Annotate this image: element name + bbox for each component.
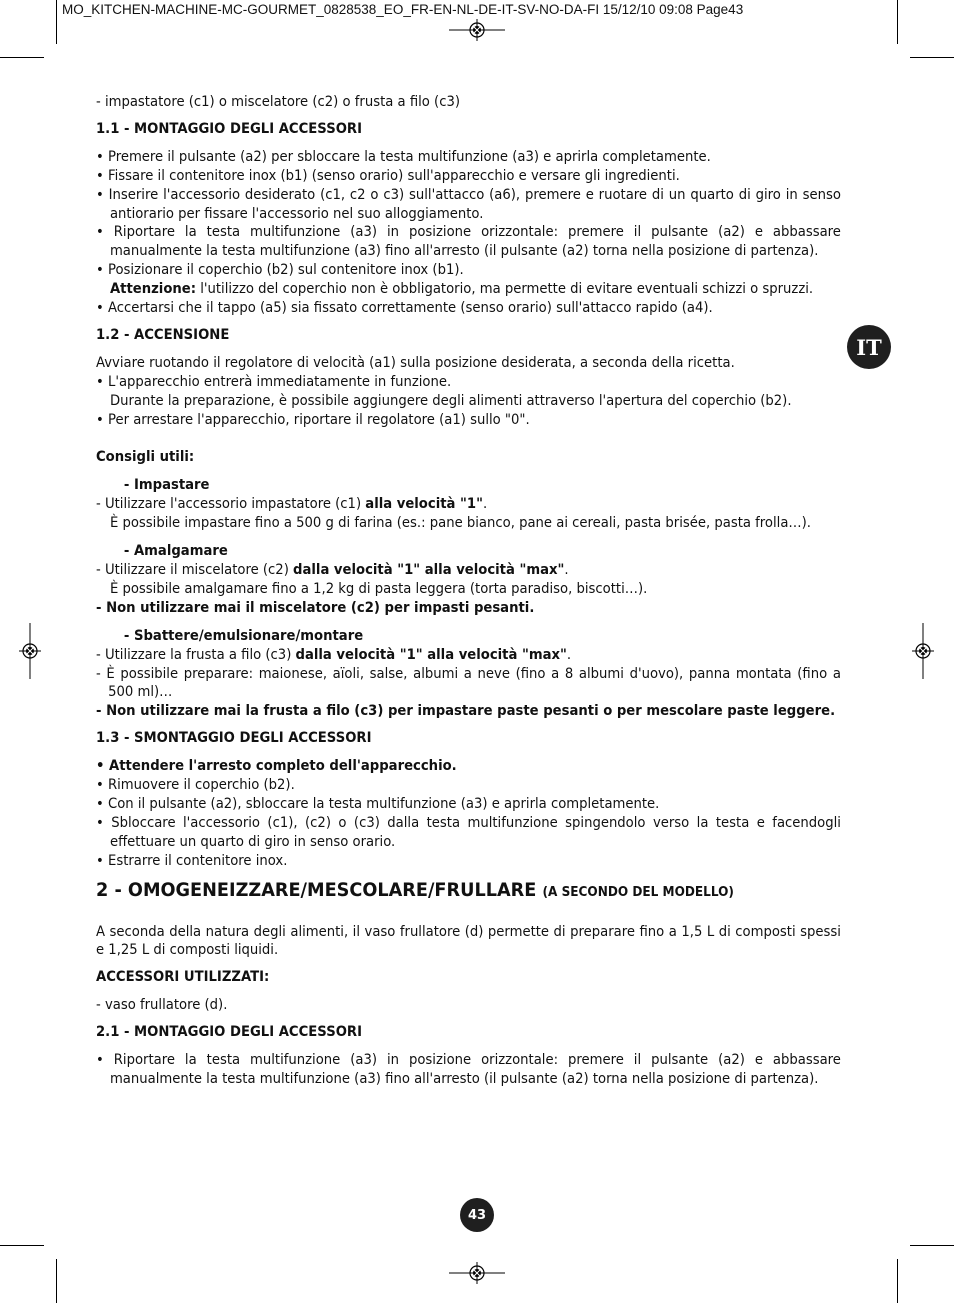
crop-mark [0,57,44,58]
crop-mark [56,0,57,44]
list-item: • Sbloccare l'accessorio (c1), (c2) o (c3) dalla testa multifunzione spingendolo verso la testa e facendogli effettuare un quarto di giro in senso orario. [96,814,841,850]
tip-text: . [482,496,488,513]
section-title: 1.1 - MONTAGGIO DEGLI ACCESSORI [96,120,362,137]
registration-mark-icon [912,623,934,679]
tip-warning: - Non utilizzare mai il miscelatore (c2) per impasti pesanti. [96,599,535,616]
tip-text: - Utilizzare il miscelatore (c2) [96,562,294,579]
list-item: • Premere il pulsante (a2) per sbloccare la testa multifunzione (a3) e aprirla completamente. [96,148,711,165]
crop-mark [910,57,954,58]
crop-mark [0,1245,44,1246]
section-title: 2.1 - MONTAGGIO DEGLI ACCESSORI [96,1024,362,1041]
tip-line: - È possibile preparare: maionese, aïoli, salse, albumi a neve (fino a 8 albumi d'uovo), panna montata (fino a 500 ml)… [96,665,841,701]
tip-text: - Utilizzare l'accessorio impastatore (c1) [96,496,366,513]
list-item: • Inserire l'accessorio desiderato (c1, c2 o c3) sull'attacco (a6), premere e ruotare di un quarto di giro in senso antiorario per fissare l'accessorio nel suo alloggiamento. [96,186,841,222]
tip-line: È possibile impastare fino a 500 g di farina (es.: pane bianco, pane ai cereali, pasta brisée, pasta frolla…). [109,515,811,532]
list-item: • Riportare la testa multifunzione (a3) in posizione orizzontale: premere il pulsante (a2) e abbassare manualmente la testa multifunzione (a3) fino all'arresto (il pulsante (a2) torna nella posizione di partenza). [96,224,841,260]
section-title: 1.3 - SMONTAGGIO DEGLI ACCESSORI [96,730,372,747]
tip-line [96,561,841,580]
tip-line [96,495,841,514]
registration-mark-icon [449,19,505,41]
registration-mark-icon [19,623,41,679]
intro-line: - impastatore (c1) o miscelatore (c2) o frusta a filo (c3) [96,94,461,110]
tip-warning: - Non utilizzare mai la frusta a filo (c3) per impastare paste pesanti o per mescolare paste leggere. [96,703,836,720]
page-content [96,93,841,1089]
paragraph: A seconda della natura degli alimenti, il vaso frullatore (d) permette di preparare fino a 1,5 L di composti spessi e 1,25 L di composti liquidi. [96,923,841,959]
tip-subtitle: - Sbattere/emulsionare/montare [123,627,364,644]
print-header: MO_KITCHEN-MACHINE-MC-GOURMET_0828538_EO_FR-EN-NL-DE-IT-SV-NO-DA-FI 15/12/10 09:08 Page43 [62,2,744,17]
crop-mark [897,0,898,44]
attention-text: l'utilizzo del coperchio non è obbligatorio, ma permette di evitare eventuali schizzi o spruzzi. [196,281,814,298]
list-item: • Per arrestare l'apparecchio, riportare il regolatore (a1) sullo "0". [96,411,530,428]
language-badge: IT [847,325,891,369]
paragraph: Avviare ruotando il regolatore di velocità (a1) sulla posizione desiderata, a seconda della ricetta. [96,354,735,371]
registration-mark-icon [449,1262,505,1284]
tip-emphasis: alla velocità "1" [365,496,483,513]
list-item: • Riportare la testa multifunzione (a3) in posizione orizzontale: premere il pulsante (a2) e abbassare manualmente la testa multifunzione (a3) fino all'arresto (il pulsante (a2) torna nella posizione di partenza). [96,1052,841,1087]
section-title: 1.2 - ACCENSIONE [96,326,230,343]
tip-text: . [564,562,569,579]
list-item: • L'apparecchio entrerà immediatamente in funzione. [96,373,452,390]
tips-title: Consigli utili: [96,448,195,465]
tip-line [96,646,841,665]
tip-emphasis: dalla velocità "1" alla velocità "max" [293,562,565,579]
paragraph: - vaso frullatore (d). [96,997,228,1014]
tip-text: . [566,646,572,663]
attention-note [96,280,841,299]
tip-line: È possibile amalgamare fino a 1,2 kg di pasta leggera (torta paradiso, biscotti…). [109,580,648,597]
list-item: • Posizionare il coperchio (b2) sul contenitore inox (b1). [96,262,464,279]
tip-subtitle: - Amalgamare [123,543,228,560]
tip-text: - Utilizzare la frusta a filo (c3) [96,646,296,663]
list-item: • Con il pulsante (a2), sbloccare la testa multifunzione (a3) e aprirla completamente. [96,796,660,812]
section-title: ACCESSORI UTILIZZATI: [96,969,270,986]
list-item: • Rimuovere il coperchio (b2). [96,777,295,794]
tip-subtitle: - Impastare [123,477,210,494]
crop-mark [897,1259,898,1303]
list-item-continuation: Durante la preparazione, è possibile aggiungere degli alimenti attraverso l'apertura del coperchio (b2). [109,392,792,409]
list-item: • Accertarsi che il tappo (a5) sia fissato correttamente (senso orario) sull'attacco rapido (a4). [96,300,713,317]
crop-mark [56,1259,57,1303]
page-number: 43 [460,1198,494,1232]
crop-mark [910,1245,954,1246]
attention-label: Attenzione: [109,281,197,298]
chapter-title [96,878,841,903]
chapter-title-main: 2 - OMOGENEIZZARE/MESCOLARE/FRULLARE [96,878,543,901]
chapter-title-note: (A SECONDO DEL MODELLO) [542,884,734,900]
list-item: • Attendere l'arresto completo dell'apparecchio. [96,758,457,775]
tip-emphasis: dalla velocità "1" alla velocità "max" [295,646,567,663]
list-item: • Fissare il contenitore inox (b1) (senso orario) sull'apparecchio e versare gli ingredienti. [96,167,680,184]
list-item: • Estrarre il contenitore inox. [96,852,288,869]
